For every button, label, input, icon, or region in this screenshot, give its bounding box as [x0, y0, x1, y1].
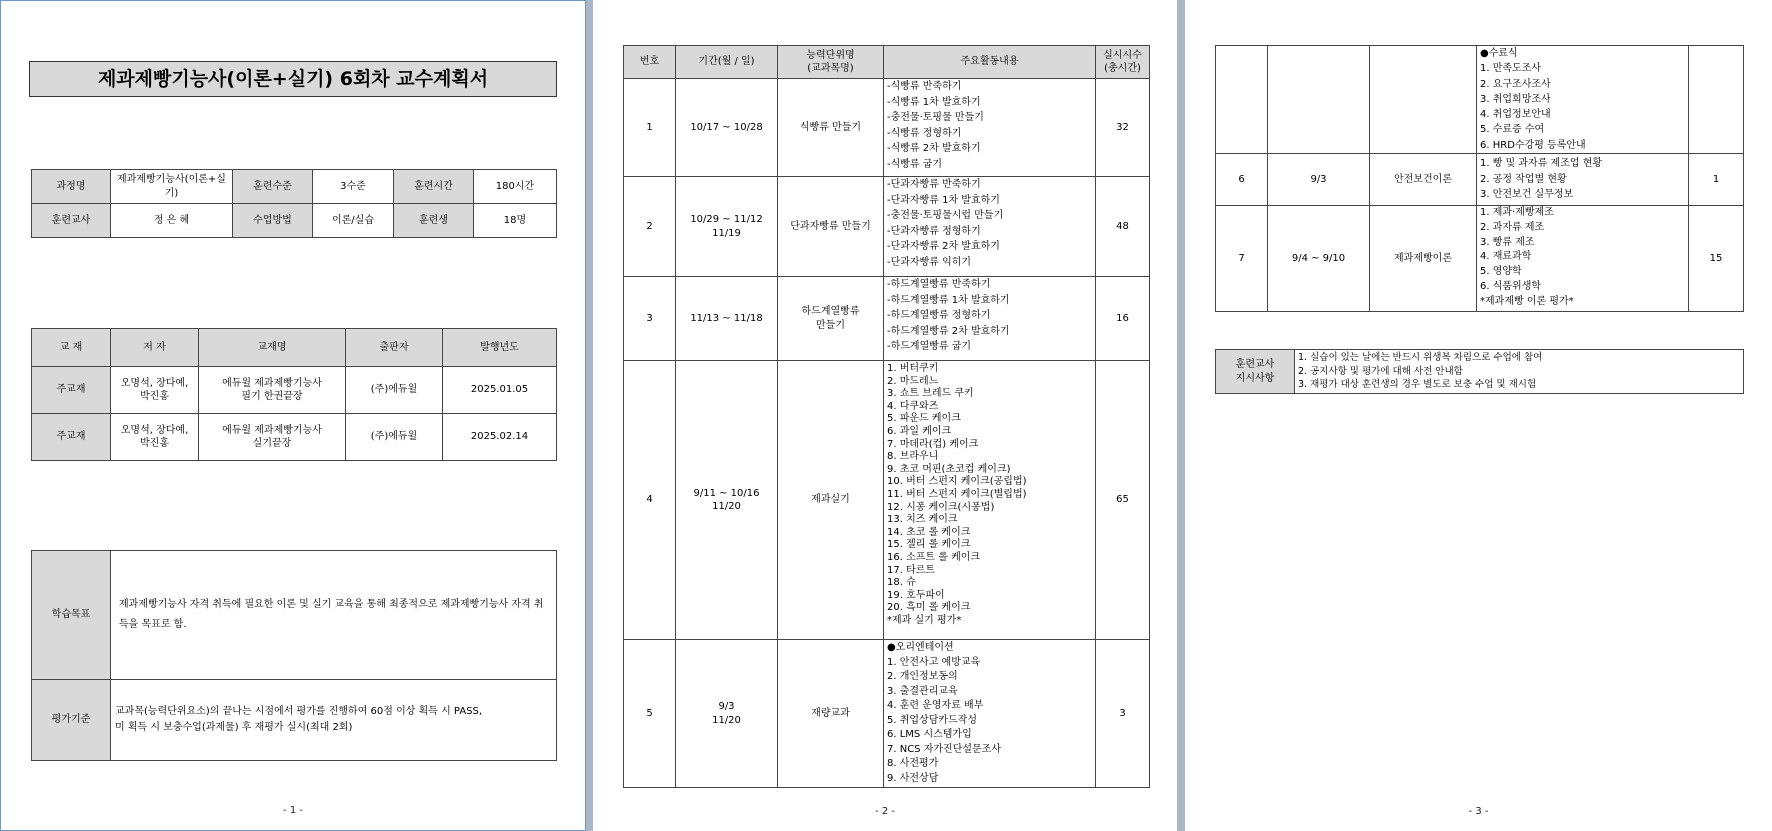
- textbook-date: 2025.01.05: [443, 367, 557, 414]
- activity-line: 1. 빵 및 과자류 제조업 현황: [1480, 158, 1603, 170]
- activity-line: 1. 실습이 있는 날에는 반드시 위생복 차림으로 수업에 참여: [1298, 352, 1543, 364]
- textbook-header: 교 재: [32, 329, 111, 367]
- row-unit: 식빵류 만들기: [778, 79, 884, 177]
- activity-line: -충전물·토핑물시럽 만들기: [887, 210, 1004, 222]
- document-page-2: [593, 0, 1177, 831]
- activity-line: -단과자빵류 반죽하기: [887, 179, 981, 190]
- activity-line: 4. 취업정보안내: [1480, 109, 1551, 121]
- row-content: [884, 640, 1096, 788]
- row-period: 9/4 ~ 9/10: [1268, 206, 1370, 312]
- instructions-label: 훈련교사 지시사항: [1216, 350, 1295, 394]
- method-value: 이론/실습: [313, 204, 394, 238]
- textbook-date: 2025.02.14: [443, 414, 557, 461]
- evaluation-criteria-label: 평가기준: [32, 680, 111, 761]
- activity-line: 6. 과일 케이크: [887, 425, 952, 437]
- evaluation-criteria-text: [111, 680, 557, 761]
- row-hours: 3: [1096, 640, 1150, 788]
- schedule-row: [624, 177, 1150, 277]
- activity-line: 9. 초코 머핀(초코컵 케이크): [887, 463, 1011, 475]
- activity-line: ●수료식: [1480, 48, 1518, 59]
- activity-line: 6. 식품위생학: [1480, 281, 1542, 293]
- course-name-value: 제과제빵기능사(이론+실기): [111, 170, 233, 204]
- row-period: 11/13 ~ 11/18: [676, 277, 778, 361]
- row-unit: 제과실기: [778, 361, 884, 640]
- row-content: [884, 79, 1096, 177]
- schedule-row: [1216, 154, 1744, 206]
- activity-line: -식빵류 1차 발효하기: [887, 96, 981, 108]
- course-info-table: [31, 169, 557, 238]
- activity-line: 6. HRD수강평 등록안내: [1480, 139, 1586, 151]
- row-hours: 48: [1096, 177, 1150, 277]
- training-hours-value: 180시간: [474, 170, 557, 204]
- row-unit: 제과제빵이론: [1370, 206, 1477, 312]
- evaluation-criteria-line: 미 획득 시 보충수업(과제물) 후 재평가 실시(최대 2회): [115, 722, 353, 733]
- textbook-author: 오명석, 장다예, 박진홍: [111, 367, 199, 414]
- schedule-row: [624, 79, 1150, 177]
- training-level-label: 훈련수준: [233, 170, 313, 204]
- instructions-content: [1295, 350, 1744, 394]
- activity-line: 3. 빵류 제조: [1480, 236, 1535, 248]
- teacher-label: 훈련교사: [32, 204, 111, 238]
- row-no: 1: [624, 79, 676, 177]
- textbook-author: 오명석, 장다예, 박진홍: [111, 414, 199, 461]
- textbook-row: [32, 414, 557, 461]
- teacher-value: 정 은 혜: [111, 204, 233, 238]
- activity-line: 3. 재평가 대상 훈련생의 경우 별도로 보충 수업 및 재시험: [1298, 379, 1537, 391]
- textbook-row: [32, 367, 557, 414]
- row-hours: 16: [1096, 277, 1150, 361]
- activity-line: 12. 시퐁 케이크(시퐁법): [887, 501, 995, 513]
- activity-line: 2. 공정 작업별 현황: [1480, 173, 1567, 185]
- activity-line: -하드계열빵류 반죽하기: [887, 279, 991, 290]
- textbook-header: 출판자: [346, 329, 443, 367]
- activity-line: 9. 사전상담: [887, 772, 939, 784]
- learning-goal-label: 학습목표: [32, 551, 111, 680]
- row-content: [884, 277, 1096, 361]
- row-hours: 15: [1689, 206, 1744, 312]
- activity-line: 5. 취업상담카드작성: [887, 714, 977, 726]
- goals-table: [31, 550, 557, 761]
- row-unit: 단과자빵류 만들기: [778, 177, 884, 277]
- activity-line: -식빵류 2차 발효하기: [887, 143, 981, 155]
- textbook-table: [31, 328, 557, 461]
- row-period: 9/3: [1268, 154, 1370, 206]
- row-no: 6: [1216, 154, 1268, 206]
- activity-line: 3. 취업희망조사: [1480, 93, 1551, 105]
- activity-line: 7. NCS 자가진단설문조사: [887, 743, 1001, 755]
- activity-line: 1. 제과·제빵제조: [1480, 207, 1554, 219]
- activity-line: 1. 만족도조사: [1480, 63, 1542, 75]
- header-no: 번호: [624, 46, 676, 79]
- activity-line: 5. 영양학: [1480, 266, 1522, 278]
- row-period: 10/29 ~ 11/12 11/19: [676, 177, 778, 277]
- activity-line: 4. 다쿠와즈: [887, 400, 939, 412]
- activity-line: 18. 슈: [887, 577, 916, 589]
- row-no: 3: [624, 277, 676, 361]
- activity-line: -하드계열빵류 1차 발효하기: [887, 294, 1010, 306]
- activity-line: 19. 호두파이: [887, 589, 945, 601]
- activity-line: -하드계열빵류 2차 발효하기: [887, 325, 1010, 337]
- row-period: 10/17 ~ 10/28: [676, 79, 778, 177]
- header-content: 주요활동내용: [884, 46, 1096, 79]
- textbook-header: 교재명: [199, 329, 346, 367]
- page-number: - 3 -: [1468, 806, 1489, 817]
- document-page-3: [1185, 0, 1772, 831]
- activity-line: 8. 사전평가: [887, 758, 939, 769]
- row-period: 9/3 11/20: [676, 640, 778, 788]
- row-content: [1477, 46, 1689, 154]
- schedule-row: [624, 361, 1150, 640]
- row-content: [884, 177, 1096, 277]
- document-page-1: [0, 0, 586, 831]
- textbook-name: 에듀윌 제과제빵기능사 실기끝장: [199, 414, 346, 461]
- activity-line: 4. 재료과학: [1480, 251, 1532, 263]
- row-hours: 65: [1096, 361, 1150, 640]
- activity-line: 14. 초코 롤 케이크: [887, 526, 971, 538]
- activity-line: -하드계열빵류 굽기: [887, 341, 972, 353]
- activity-line: 3. 안전보건 실무정보: [1480, 189, 1574, 201]
- activity-line: 3. 출결관리교육: [887, 685, 958, 697]
- row-content: [884, 361, 1096, 640]
- activity-line: 2. 공지사항 및 평가에 대해 사전 안내함: [1298, 365, 1463, 377]
- activity-line: 15. 젤리 롤 케이크: [887, 539, 971, 551]
- row-no: 5: [624, 640, 676, 788]
- activity-line: 13. 치즈 케이크: [887, 514, 958, 526]
- document-title: 제과제빵기능사(이론+실기) 6회차 교수계획서: [29, 61, 557, 97]
- activity-line: 2. 개인정보동의: [887, 671, 958, 682]
- schedule-row: [1216, 206, 1744, 312]
- activity-line: -단과자빵류 익히기: [887, 256, 972, 268]
- row-content: [1477, 154, 1689, 206]
- activity-line: 4. 훈련 운영자료 배부: [887, 700, 984, 711]
- method-label: 수업방법: [233, 204, 313, 238]
- activity-line: 17. 타르트: [887, 564, 936, 576]
- header-period: 기간(월 / 일): [676, 46, 778, 79]
- schedule-row: [624, 277, 1150, 361]
- textbook-type: 주교재: [32, 414, 111, 461]
- activity-line: *제과 실기 평가*: [887, 614, 962, 626]
- activity-line: -단과자빵류 1차 발효하기: [887, 194, 1000, 206]
- evaluation-criteria-line: 교과목(능력단위요소)의 끝나는 시점에서 평가를 진행하여 60점 이상 획득 시 PASS,: [115, 706, 483, 717]
- header-hours: 실시시수 (총시간): [1096, 46, 1150, 79]
- activity-line: 2. 마드레느: [887, 375, 939, 387]
- activity-line: -하드계열빵류 정형하기: [887, 310, 991, 322]
- activity-line: -식빵류 반죽하기: [887, 81, 962, 92]
- row-period: 9/11 ~ 10/16 11/20: [676, 361, 778, 640]
- header-unit: 능력단위명 (교과목명): [778, 46, 884, 79]
- learning-goal-text: 제과제빵기능사 자격 취득에 필요한 이론 및 실기 교육을 통해 최종적으로 제과제빵기능사 자격 취득을 목표로 함.: [111, 551, 557, 680]
- activity-line: ●오리엔테이션: [887, 642, 954, 653]
- row-hours: 1: [1689, 154, 1744, 206]
- schedule-table-continued: [1215, 45, 1744, 312]
- row-no: [1216, 46, 1268, 154]
- activity-line: 2. 요구조사조사: [1480, 78, 1551, 90]
- row-unit: 안전보건이론: [1370, 154, 1477, 206]
- textbook-publisher: (주)에듀윌: [346, 367, 443, 414]
- page-number: - 1 -: [283, 805, 303, 816]
- textbook-header: 발행년도: [443, 329, 557, 367]
- activity-line: -충전물·토핑물 만들기: [887, 112, 984, 124]
- activity-line: -식빵류 정형하기: [887, 127, 962, 139]
- activity-line: 5. 파운드 케이크: [887, 413, 961, 425]
- training-hours-label: 훈련시간: [394, 170, 474, 204]
- textbook-header: 저 자: [111, 329, 199, 367]
- activity-line: 1. 안전사고 예방교육: [887, 656, 981, 668]
- page-number: - 2 -: [875, 806, 895, 817]
- row-no: 4: [624, 361, 676, 640]
- row-unit: 재량교과: [778, 640, 884, 788]
- row-unit: [1370, 46, 1477, 154]
- activity-line: 16. 소프트 롤 케이크: [887, 551, 981, 563]
- activity-line: 5. 수료증 수여: [1480, 124, 1545, 136]
- schedule-row: [624, 640, 1150, 788]
- activity-line: 6. LMS 시스템가입: [887, 729, 972, 740]
- activity-line: 8. 브라우니: [887, 451, 939, 463]
- training-level-value: 3수준: [313, 170, 394, 204]
- activity-line: 11. 버터 스펀지 케이크(별립법): [887, 488, 1027, 500]
- instructions-table: [1215, 349, 1744, 394]
- activity-line: 2. 과자류 제조: [1480, 221, 1545, 233]
- row-content: [1477, 206, 1689, 312]
- trainees-label: 훈련생: [394, 204, 474, 238]
- course-name-label: 과정명: [32, 170, 111, 204]
- textbook-publisher: (주)에듀윌: [346, 414, 443, 461]
- activity-line: -식빵류 굽기: [887, 158, 943, 170]
- row-hours: [1689, 46, 1744, 154]
- row-unit: 하드계열빵류 만들기: [778, 277, 884, 361]
- row-no: 2: [624, 177, 676, 277]
- schedule-table: [623, 45, 1150, 788]
- activity-line: 3. 쇼트 브레드 쿠키: [887, 388, 974, 400]
- trainees-value: 18명: [474, 204, 557, 238]
- activity-line: -단과자빵류 2차 발효하기: [887, 241, 1000, 253]
- row-hours: 32: [1096, 79, 1150, 177]
- activity-line: 10. 버터 스펀지 케이크(공립법): [887, 476, 1027, 488]
- activity-line: 20. 흑미 롤 케이크: [887, 602, 971, 614]
- activity-line: 7. 마데라(컵) 케이크: [887, 438, 979, 450]
- textbook-name: 에듀윌 제과제빵기능사 필기 한권끝장: [199, 367, 346, 414]
- activity-line: *제과제빵 이론 평가*: [1480, 295, 1574, 307]
- schedule-row: [1216, 46, 1744, 154]
- activity-line: -단과자빵류 정형하기: [887, 225, 981, 237]
- activity-line: 1. 버터쿠키: [887, 363, 939, 374]
- textbook-type: 주교재: [32, 367, 111, 414]
- row-period: [1268, 46, 1370, 154]
- row-no: 7: [1216, 206, 1268, 312]
